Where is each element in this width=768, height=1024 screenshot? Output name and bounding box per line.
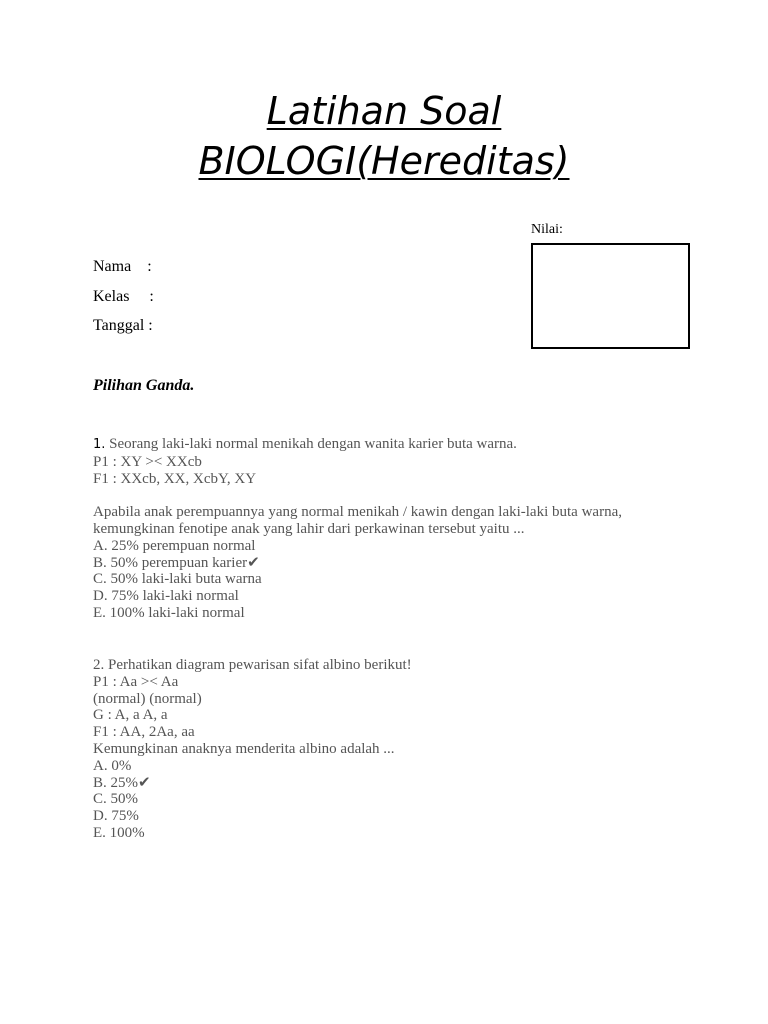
question-1-stem-line-2: kemungkinan fenotipe anak yang lahir dari perkawinan tersebut yaitu ...	[93, 520, 525, 537]
question-1-option-b: B. 50% perempuan karier✔	[93, 554, 260, 571]
question-1-offspring: F1 : XXcb, XX, XcbY, XY	[93, 470, 257, 487]
section-title: Pilihan Ganda.	[93, 377, 195, 394]
question-1-number: 1.	[93, 437, 106, 452]
question-1-intro	[93, 436, 622, 454]
question-2-parents: P1 : Aa >< Aa	[93, 673, 179, 690]
question-2-intro: 2. Perhatikan diagram pewarisan sifat albino berikut!	[93, 657, 412, 673]
question-2-option-c: C. 50%	[93, 791, 138, 808]
question-1	[93, 436, 622, 622]
question-1-parents: P1 : XY >< XXcb	[93, 453, 202, 470]
score-label: Nilai:	[531, 222, 563, 237]
question-1-option-a: A. 25% perempuan normal	[93, 537, 256, 554]
question-2-stem: Kemungkinan anaknya menderita albino adalah ...	[93, 740, 395, 757]
name-field-label: Nama :	[93, 258, 152, 275]
question-1-intro-text: Seorang laki-laki normal menikah dengan wanita karier buta warna.	[105, 436, 517, 452]
question-2-gametes: G : A, a A, a	[93, 707, 168, 724]
score-box	[531, 243, 690, 349]
document-title-line-1: Latihan Soal	[266, 89, 502, 133]
question-1-option-c: C. 50% laki-laki buta warna	[93, 571, 262, 588]
question-2-option-e: E. 100%	[93, 824, 145, 841]
question-1-option-d: D. 75% laki-laki normal	[93, 588, 239, 605]
question-1-option-e: E. 100% laki-laki normal	[93, 604, 245, 621]
question-1-stem-line-1: Apabila anak perempuannya yang normal menikah / kawin dengan laki-laki buta warna,	[93, 504, 622, 521]
question-2-offspring: F1 : AA, 2Aa, aa	[93, 724, 195, 741]
question-2	[93, 657, 412, 842]
question-2-phenotypes: (normal) (normal)	[93, 690, 202, 707]
question-2-option-a: A. 0%	[93, 757, 132, 774]
document-title-line-2: BIOLOGI(Hereditas)	[198, 139, 570, 183]
class-field-label: Kelas :	[93, 288, 154, 305]
question-2-option-b: B. 25%✔	[93, 774, 151, 791]
question-2-option-d: D. 75%	[93, 808, 139, 825]
date-field-label: Tanggal :	[93, 317, 153, 334]
